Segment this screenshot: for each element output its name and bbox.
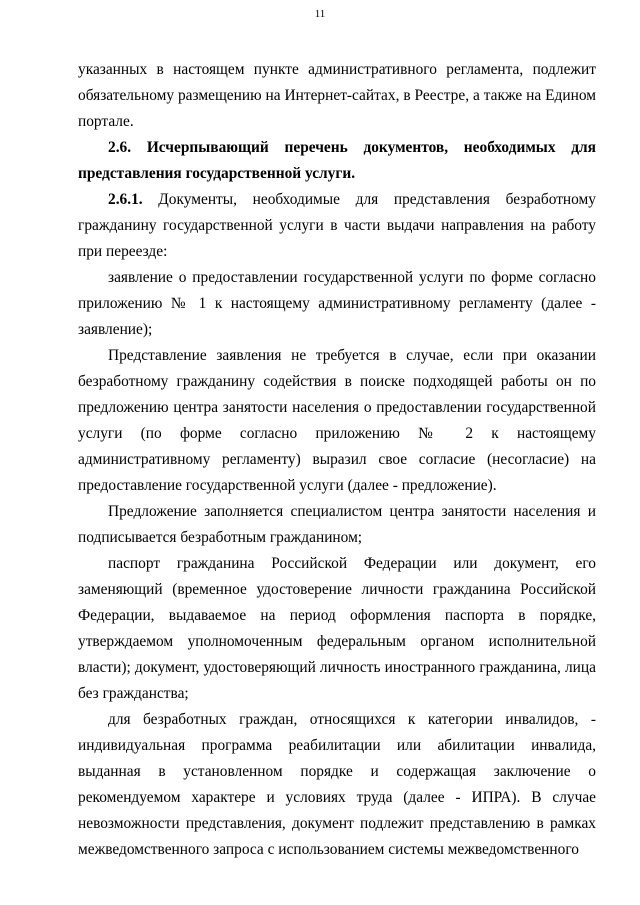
paragraph-2-6-1 <box>78 187 596 265</box>
paragraph-proposal: Предложение заполняется специалистом центра занятости населения и подписывается безработным гражданином; <box>78 503 596 546</box>
paragraph-application: заявление о предоставлении государственной услуги по форме согласно приложению № 1 к настоящему административному регламенту (далее - заявление); <box>78 269 596 338</box>
subsection-number: 2.6.1. <box>108 191 143 208</box>
document-body <box>78 57 596 863</box>
paragraph-portal-publication: указанных в настоящем пункте административного регламента, подлежит обязательному размещению на Интернет-сайтах, в Реестре, а также на Едином портале. <box>78 61 596 130</box>
section-heading-2-6: 2.6. Исчерпывающий перечень документов, необходимых для представления государственной услуги. <box>78 139 596 182</box>
page-number: 11 <box>314 8 326 20</box>
paragraph-2-6-1-text: Документы, необходимые для представления безработному гражданину государственной услуги в части выдачи направления на работу при переезде: <box>78 191 596 260</box>
paragraph-passport: паспорт гражданина Российской Федерации или документ, его заменяющий (временное удостоверение личности гражданина Российской Федерации, выдаваемое на период оформления паспорта в порядке, утверждаемом уполномоченным федеральным органом исполнительной власти); документ, удостоверяющий личность иностранного гражданина, лица без гражданства; <box>78 555 596 702</box>
paragraph-disabled-citizens: для безработных граждан, относящихся к категории инвалидов, - индивидуальная программа реабилитации или абилитации инвалида, выданная в установленном порядке и содержащая заключение о рекомендуемом характере и условиях труда (далее - ИПРА). В случае невозможности представления, документ подлежит представлению в рамках межведомственного запроса с использованием системы межведомственного <box>78 711 596 858</box>
paragraph-application-not-required: Представление заявления не требуется в случае, если при оказании безработному гражданину содействия в поиске подходящей работы он по предложению центра занятости населения о предоставлении государственной услуги (по форме согласно приложению № 2 к настоящему административному регламенту) выразил свое согласие (несогласие) на предоставление государственной услуги (далее - предложение). <box>78 347 596 494</box>
